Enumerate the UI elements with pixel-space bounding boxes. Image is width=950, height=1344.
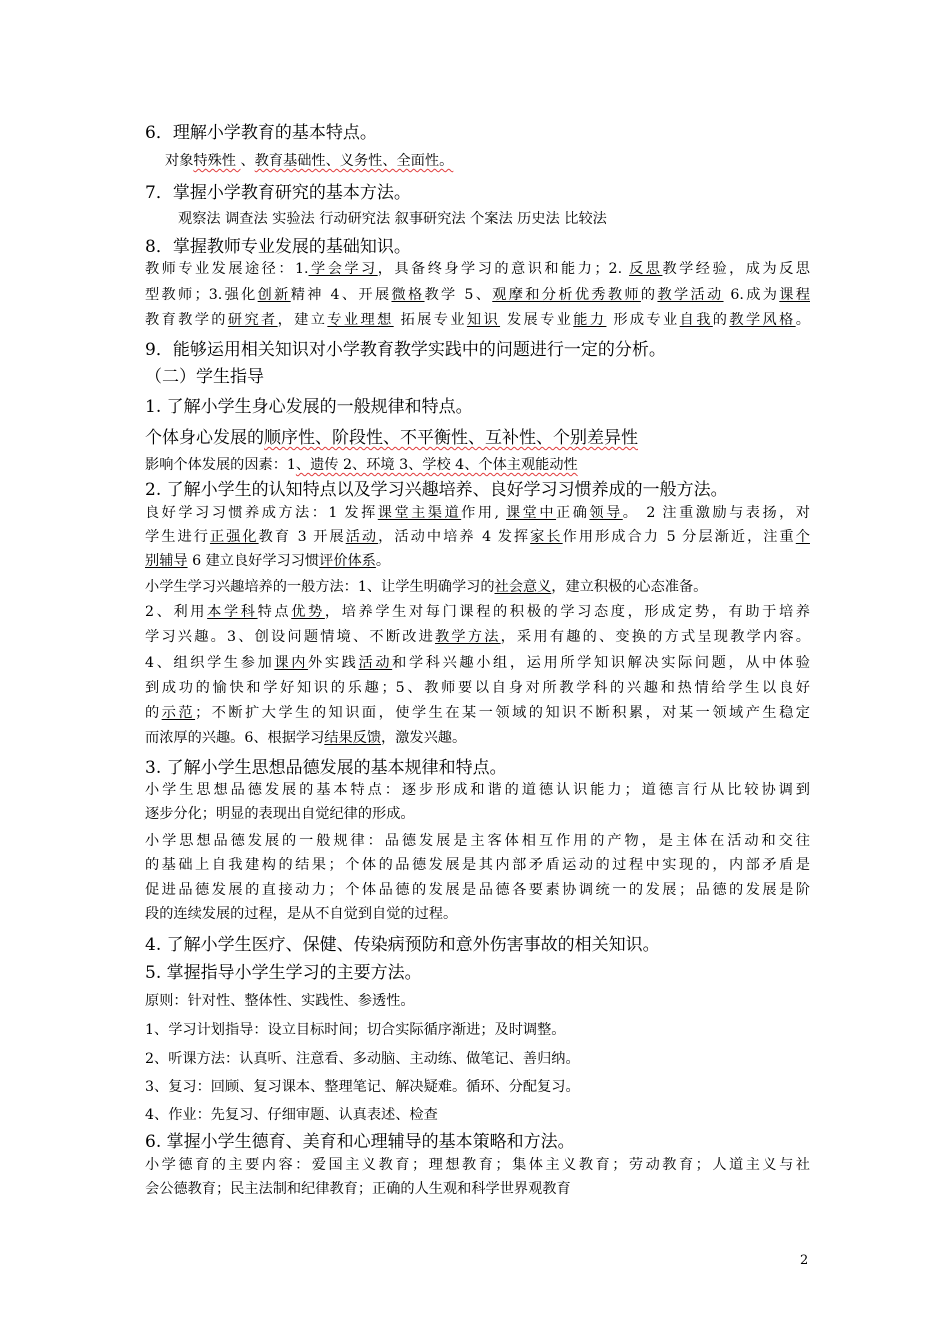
text-run: 段的连续发展的过程，是从不自觉到自觉的过程。 [145,906,458,922]
text-line [145,677,810,697]
text-run: 特点 [257,604,292,620]
underlined-term: 个 [795,529,810,545]
text-run: 2、利用 [145,604,208,620]
text-line [145,930,810,955]
text-line [145,309,810,329]
text-line [145,258,810,278]
underlined-term: 反思 [629,261,663,277]
underlined-term: 领导 [589,505,623,521]
text-run: 小学德育的主要内容：爱国主义教育；理想教育；集体主义教育；劳动教育；人道主义与社 [145,1157,810,1173]
text-line [145,576,810,596]
text-run: 6. 掌握小学生德育、美育和心理辅导的基本策略和方法。 [145,1132,575,1152]
text-run: 、 [240,153,255,169]
underlined-term: 别辅导 [145,553,188,569]
text-run: 拓展专业 [393,312,467,328]
text-line [145,423,810,448]
text-run: 正确 [556,505,590,521]
underlined-term: 知识 [466,312,501,328]
text-line [145,1154,810,1174]
text-line [145,1019,810,1039]
text-run: 2. 了解小学生的认知特点以及学习兴趣培养、良好学习习惯养成的一般方法。 [145,480,728,500]
text-run: ，建立 [277,312,328,328]
text-run: 1、学习计划指导：设立目标时间；切合实际循序渐进；及时调整。 [145,1022,566,1038]
marked-term: 特殊性 [193,153,241,169]
text-line [145,232,810,257]
text-run: 。 [795,312,810,328]
text-run: 作用, [461,505,506,521]
text-line [145,1178,810,1198]
underlined-term: 本学科 [207,604,258,620]
text-run: 观察法 调查法 实验法 行动研究法 叙事研究法 个案法 历史法 比较法 [178,211,607,227]
page-number: 2 [800,1253,809,1268]
text-run: 小学生思想品德发展的基本特点：逐步形成和谐的道德认识能力；道德言行从比较协调到 [145,782,810,798]
text-line [145,626,810,646]
text-line [145,990,810,1010]
underlined-term: 活动 [345,529,379,545]
text-run: 外实践 [308,655,359,671]
underlined-term: 课内 [274,655,309,671]
text-run: 到成功的愉快和学好知识的乐趣；5、教师要以自身对所教学科的兴趣和热情给学生以良好 [145,680,810,696]
text-run: 逐步分化；明显的表现出自觉纪律的形成。 [145,806,415,822]
text-line [165,150,810,170]
text-line [145,1048,810,1068]
underlined-term: 家长 [530,529,563,545]
text-run: 个体身心发展的 [145,428,264,448]
text-run: 的 [145,705,162,721]
text-run: 7．掌握小学教育研究的基本方法。 [145,183,411,203]
text-run: 1. 了解小学生身心发展的一般规律和特点。 [145,397,473,417]
text-run: 3. 了解小学生思想品德发展的基本规律和特点。 [145,758,507,778]
underlined-term: 观摩和分析优秀教师 [492,287,641,303]
text-run: 型教师；3.强化 [145,287,258,303]
text-line [145,903,810,923]
text-line [145,550,810,570]
underlined-term: 正强化 [209,529,259,545]
text-line [145,854,810,874]
text-run: 9．能够运用相关知识对小学教育教学实践中的问题进行一定的分析。 [145,340,666,360]
text-run: 4、作业：先复习、仔细审题、认真表述、检查 [145,1107,438,1123]
underlined-term: 创新 [257,287,291,303]
underlined-term: 教学活动 [657,287,724,303]
text-line [145,803,810,823]
text-run: 精神 4、开展 [290,287,392,303]
underlined-term: 示范 [161,705,196,721]
text-line [145,178,810,203]
underlined-term: 教学风格 [729,312,796,328]
text-run: 影响个体发展的因素：1 [145,457,296,473]
text-run: 5. 掌握指导小学生学习的主要方法。 [145,963,422,983]
underlined-term: 社会意义 [494,579,552,595]
marked-term: 顺序性、阶段性、不平衡性、互补性、个别差异性 [264,428,638,448]
text-run: 4. 了解小学生医疗、保健、传染病预防和意外伤害事故的相关知识。 [145,935,660,955]
text-line [145,118,810,143]
text-line [145,1127,810,1152]
text-line [145,779,810,799]
text-run: 教育 3 开展 [258,529,346,545]
underlined-term: 微格 [391,287,425,303]
text-run: 教育教学的 [145,312,228,328]
underlined-term: 活动 [358,655,393,671]
text-run: 6.成为 [723,287,780,303]
marked-term: 教育基础性、义务性、全面性。 [254,153,454,169]
text-run: 小学生学习兴趣培养的一般方法：1、让学生明确学习的 [145,579,495,595]
text-line [145,335,810,360]
underlined-term: 教学方法 [435,629,501,645]
text-run: 良好学习习惯养成方法：1 发挥 [145,505,378,521]
text-line [145,362,810,387]
text-run: 学习兴趣。3、创设问题情境、不断改进 [145,629,436,645]
text-run: 对象 [165,153,194,169]
text-line [145,727,810,747]
text-run: 4、组织学生参加 [145,655,275,671]
text-run: 的 [640,287,658,303]
text-run: 形成专业 [606,312,680,328]
text-run: ，建立积极的心态准备。 [551,579,708,595]
text-run: （二）学生指导 [145,367,264,387]
text-run: 8．掌握教师专业发展的基础知识。 [145,237,411,257]
underlined-term: 专业理想 [327,312,394,328]
underlined-term: 课堂主渠道 [377,505,462,521]
text-run: 作用形成合力 5 分层渐近，注重 [562,529,796,545]
text-line [145,1076,810,1096]
underlined-term: 研究者 [227,312,278,328]
text-run: 2、听课方法：认真听、注意看、多动脑、主动练、做笔记、善归纳。 [145,1051,580,1067]
text-run: 学生进行 [145,529,210,545]
text-run: 3、复习：回顾、复习课本、整理笔记、解决疑难。循环、分配复习。 [145,1079,580,1095]
text-line [145,284,810,304]
text-run: 小学思想品德发展的一般规律：品德发展是主客体相互作用的产物，是主体在活动和交往 [145,833,810,849]
text-run: 教学 5、 [424,287,493,303]
text-run: ；不断扩大学生的知识面，使学生在某一领域的知识不断积累，对某一领域产生稳定 [195,705,810,721]
text-line [145,502,810,522]
text-line [145,601,810,621]
underlined-term: 学会学习 [308,261,378,277]
underlined-term: 结果反馈 [324,730,382,746]
text-run: 。 2 注重激励与表扬，对 [622,505,810,521]
text-line [178,208,810,228]
text-run: 而浓厚的兴趣。6、根据学习 [145,730,325,746]
text-line [145,702,810,722]
text-run: 教师专业发展途径：1. [145,261,309,277]
marked-term: 、遗传 2、环境 3、学校 4、个体主观能动性 [295,457,578,473]
text-run: 。 [375,553,391,569]
text-line [145,652,810,672]
underlined-term: 优势 [291,604,325,620]
text-run: 6．理解小学教育的基本特点。 [145,123,377,143]
text-line [145,753,810,778]
underlined-term: 课堂中 [506,505,557,521]
text-run: 的基础上自我建构的结果；个体的品德发展是其内部矛盾运动的过程中实现的，内部矛盾是 [145,857,810,873]
text-run: 和学科兴趣小组，运用所学知识解决实际问题，从中体验 [392,655,810,671]
text-run: 发展专业 [500,312,574,328]
text-line [145,1104,810,1124]
text-run: ，具备终身学习的意识和能力；2. [377,261,630,277]
text-line [145,475,810,500]
text-line [145,958,810,983]
text-run: 原则：针对性、整体性、实践性、参透性。 [145,993,415,1009]
text-line [145,454,810,474]
text-line [145,879,810,899]
underlined-term: 能力 [573,312,607,328]
text-run: 的 [712,312,730,328]
underlined-term: 自我 [679,312,713,328]
text-run: 教学经验，成为反思 [662,261,810,277]
text-run: ，激发兴趣。 [381,730,467,746]
text-run: ，采用有趣的、变换的方式呈现教学内容。 [500,629,810,645]
text-line [145,830,810,850]
text-run: ，培养学生对每门课程的积极的学习态度，形成定势，有助于培养 [324,604,810,620]
text-run: 促进品德发展的直接动力；个体品德的发展是品德各要素协调统一的发展；品德的发展是阶 [145,882,810,898]
text-run: 会公德教育；民主法制和纪律教育；正确的人生观和科学世界观教育 [145,1181,571,1197]
text-line [145,526,810,546]
underlined-term: 评价体系 [319,553,376,569]
text-run: 6 建立良好学习习惯 [187,553,320,569]
underlined-term: 课程 [779,287,810,303]
text-line [145,392,810,417]
text-run: ，活动中培养 4 发挥 [378,529,531,545]
